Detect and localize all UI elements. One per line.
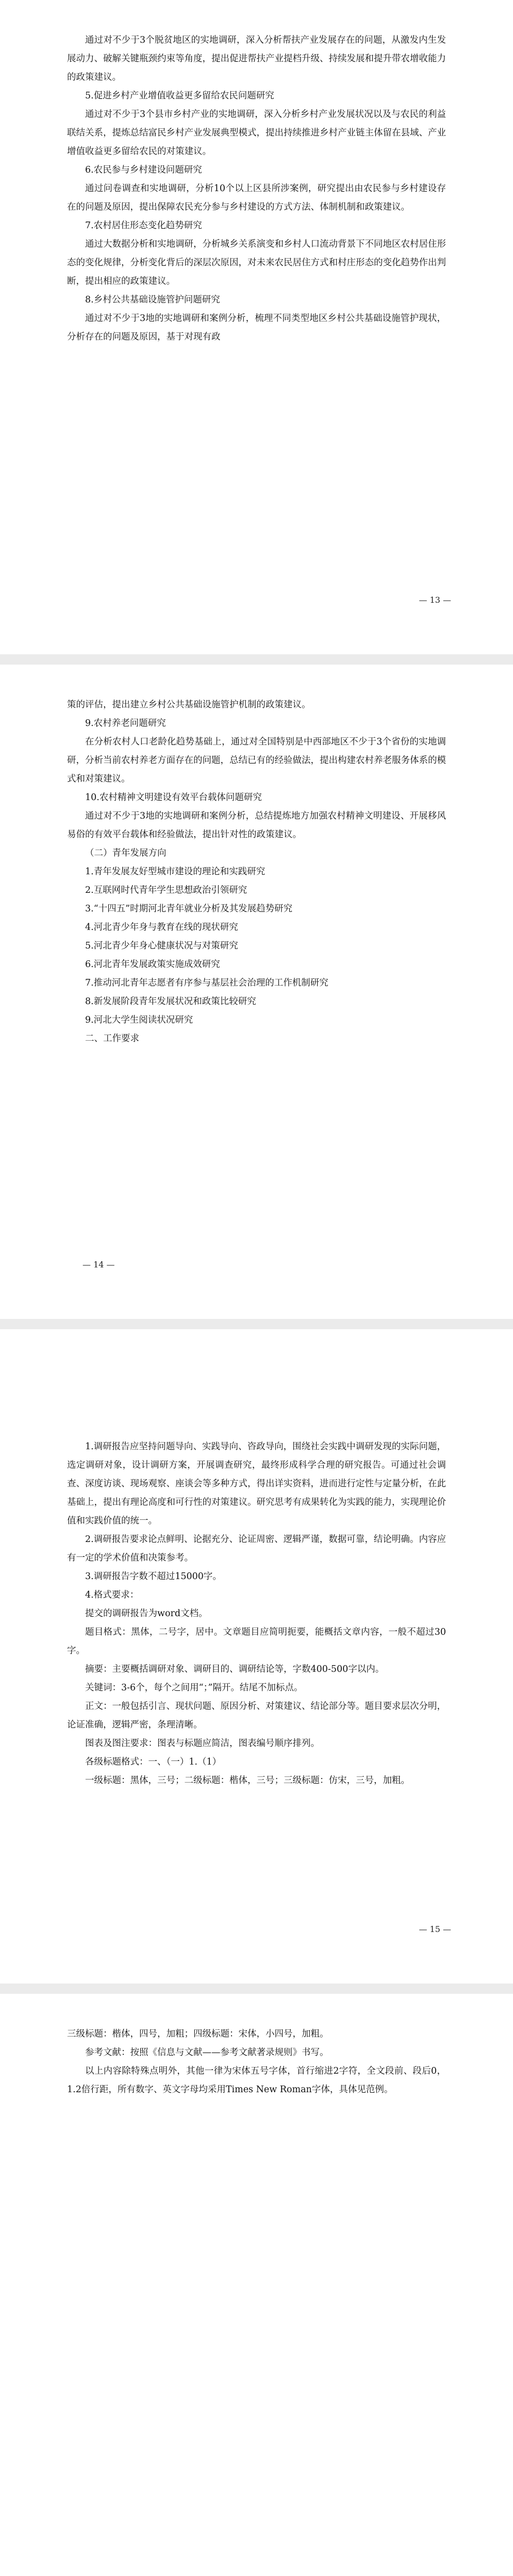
paragraph: 三级标题：楷体，四号，加粗；四级标题：宋体，小四号，加粗。 [67,2029,329,2039]
page-16 [0,1994,513,2576]
page-13 [0,0,513,654]
section-heading: （二）青年发展方向 [85,848,167,858]
item-text: 通过问卷调查和实地调研，分析10个以上区县所涉案例，研究提出由农民参与乡村建设存在的问题及原因，提出保障农民充分参与乡村建设的方式方法、体制机制和政策建议。 [67,183,446,212]
item-heading: 10.农村精神文明建设有效平台载体问题研究 [85,792,262,803]
paragraph: 图表及图注要求：图表与标题应简洁，图表编号顺序排列。 [85,1738,320,1749]
paragraph: 通过对不少于3个脱贫地区的实地调研，深入分析帮扶产业发展存在的问题，从激发内生发展动力、破解关键瓶颈约束等角度，提出促进帮扶产业提档升级、持续发展和提升带农增收能力的政策建议。 [67,35,446,82]
item-text: 通过对不少于3地的实地调研和案例分析，梳理不同类型地区乡村公共基础设施管护现状，分析存在的问题及原因，基于对现有政 [67,313,446,342]
paragraph: 策的评估，提出建立乡村公共基础设施管护机制的政策建议。 [67,700,311,710]
list-item: 8.新发展阶段青年发展状况和政策比较研究 [85,996,256,1007]
paragraph: 提交的调研报告为word文档。 [85,1608,208,1619]
item-text: 通过对不少于3地的实地调研和案例分析，总结提炼地方加强农村精神文明建设、开展移风易俗的有效平台载体和经验做法，提出针对性的政策建议。 [67,811,446,840]
list-item: 9.河北大学生阅读状况研究 [85,1015,193,1025]
paragraph: 以上内容除特殊点明外，其他一律为宋体五号字体，首行缩进2字符，全文段前、段后0，1.2倍行距，所有数字、英文字母均采用Times New Roman字体，具体见范例。 [67,2066,446,2095]
page-number: — 14 — [82,1260,115,1269]
item-text: 在分析农村人口老龄化趋势基础上，通过对全国特别是中西部地区不少于3个省份的实地调研，分析当前农村养老方面存在的问题，总结已有的经验做法，提出构建农村养老服务体系的模式和对策建议。 [67,737,446,784]
item-heading: 7.农村居住形态变化趋势研究 [85,221,202,231]
part-heading: 二、工作要求 [85,1033,139,1044]
page-15 [0,1329,513,1984]
item-text: 通过大数据分析和实地调研，分析城乡关系演变和乡村人口流动背景下不同地区农村居住形态的变化规律，分析变化背后的深层次原因，对未来农民居住方式和村庄形态的变化趋势作出判断，提出相应的政策建议。 [67,239,446,286]
list-item: 6.河北青年发展政策实施成效研究 [85,959,220,970]
paragraph: 1.调研报告应坚持问题导向、实践导向、咨政导向，围绕社会实践中调研发现的实际问题，选定调研对象，设计调研方案，开展调查研究，最终形成科学合理的研究报告。可通过社会调查、深度访谈、现场观察、座谈会等多种方式，得出详实资料，进而进行定性与定量分析，在此基础上，提出有理论高度和可行性的对策建议。研究思考有成果转化为实践的能力，实现理论价值和实践价值的统一。 [67,1442,446,1526]
paragraph: 2.调研报告要求论点鲜明、论据充分、论证周密、逻辑严谨，数据可靠，结论明确。内容应有一定的学术价值和决策参考。 [67,1534,446,1563]
paragraph: 题目格式：黑体，二号字，居中。文章题目应简明扼要，能概括文章内容，一般不超过30字。 [67,1627,446,1656]
page-number: — 13 — [419,595,451,605]
item-heading: 5.促进乡村产业增值收益更多留给农民问题研究 [85,91,274,101]
item-text: 通过对不少于3个县市乡村产业的实地调研，深入分析乡村产业发展状况以及与农民的利益联结关系，提炼总结富民乡村产业发展典型模式，提出持续推进乡村产业链主体留在县域、产业增值收益更多留给农民的对策建议。 [67,109,446,157]
page-15-content [67,1437,446,1790]
paragraph: 各级标题格式：一、（一）1.（1） [85,1757,222,1767]
item-heading: 6.农民参与乡村建设问题研究 [85,165,202,175]
paragraph: 参考文献：按照《信息与文献——参考文献著录规则》书写。 [85,2047,329,2058]
paragraph: 摘要：主要概括调研对象、调研目的、调研结论等，字数400-500字以内。 [85,1664,385,1674]
paragraph: 关键词：3-6个，每个之间用“；”隔开。结尾不加标点。 [85,1683,303,1693]
page-14-content [67,696,446,1048]
list-item: 5.河北青少年身心健康状况与对策研究 [85,941,238,951]
paragraph: 4.格式要求： [85,1590,139,1600]
page-13-content [67,31,446,346]
paragraph: 正文：一般包括引言、现状问题、原因分析、对策建议、结论部分等。题目要求层次分明，论证准确，逻辑严密，条理清晰。 [67,1701,446,1730]
list-item: 3.“十四五”时期河北青年就业分析及其发展趋势研究 [85,904,293,914]
list-item: 7.推动河北青年志愿者有序参与基层社会治理的工作机制研究 [85,978,328,988]
list-item: 2.互联网时代青年学生思想政治引领研究 [85,885,247,895]
item-heading: 8.乡村公共基础设施管护问题研究 [85,295,220,305]
paragraph: 一级标题：黑体，三号；二级标题：楷体，三号；三级标题：仿宋，三号，加粗。 [85,1775,410,1786]
list-item: 4.河北青少年身与教育在线的现状研究 [85,922,238,933]
page-14 [0,665,513,1319]
item-heading: 9.农村养老问题研究 [85,718,166,728]
page-number: — 15 — [419,1924,451,1934]
page-16-content [67,2025,446,2099]
list-item: 1.青年发展友好型城市建设的理论和实践研究 [85,867,266,877]
paragraph: 3.调研报告字数不超过15000字。 [85,1571,222,1582]
